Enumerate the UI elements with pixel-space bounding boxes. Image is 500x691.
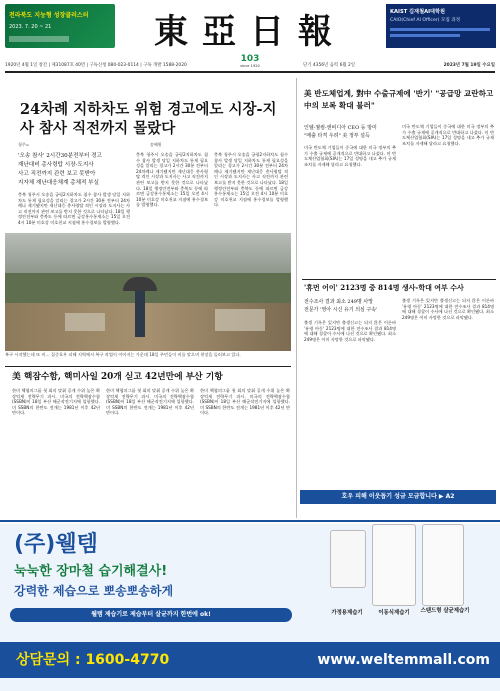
product-label: 스탠드형 살균제습기 [420,608,470,614]
logo-since: since 1920 [240,64,260,68]
right-top-subheads [304,124,396,140]
flood-photo[interactable] [5,233,291,351]
donation-banner-text: 호우 피해 이웃돕기 성금 모금합니다 ▶ A2 [341,493,455,500]
debris [65,313,105,331]
right-mid-subhead: 전수조사 결과 최소 249명 사망 [304,299,374,305]
dateline-right: 2023년 7월 19일 수요일 [443,63,495,68]
top-right-ad-title: KAIST 김재철AI대학원 [390,9,446,15]
lead-byline-left: 청주= [18,142,30,147]
right-mid-body-column: 출생 기록은 있지만 출생신고는 되지 않은 이른바 '유령 아동' 2123명에 대한 전수조사 결과 814명에 대해 경찰이 수사에 나선 것으로 확인됐다. 최소 249명은 이미 사망한 것으로 파악됐다. [402,298,494,320]
product-portable-dehumidifier[interactable] [372,524,416,606]
product-label: 가정용제습기 [331,610,363,616]
top-left-advertisement[interactable] [5,4,115,48]
lead-subhead: 재난대비 총사령탑 시장-도지사 [18,162,94,168]
weltem-advertisement[interactable] [0,524,500,691]
lead-body-column: 충북 청주시 오송읍 궁평2지하차도 침수 참사 발생 당일 지하차도 통제 필요성을 알리는 경고가 2시간 30분 전부터 24차례나 제기됐지만 재난대응 총사령탑 격인 시장과 도지사는 사고 직전까지 관련 보고를 받지 못한 것으로 나타났다. 18일 행정안전부와 충북도 등에 따르면 금강홍수통제소는 15일 오전 4시 10분 미호강 미호천교 지점에 홍수경보를 발령했다. [18,192,130,225]
ad-cta-pill [10,608,292,622]
right-top-subhead: "매출 타격 우려" 美 정부 설득 [304,133,370,139]
lead-body-column: 충북 청주시 오송읍 궁평2지하차도 침수 참사 발생 당일 지하차도 통제 필요성을 알리는 경고가 2시간 30분 전부터 24차례나 제기됐지만 재난대응 총사령탑 격인 시장과 도지사는 사고 직전까지 관련 보고를 받지 못한 것으로 나타났다. 18일 행정안전부와 충북도 등에 따르면 금강홍수통제소는 15일 오전 4시 10분 미호강 미호천교 지점에 홍수경보를 발령했다. [136,152,208,208]
lead-subhead: '오송 참사' 2시간30분전부터 경고 [18,153,102,159]
column-divider [296,78,297,518]
right-top-body-column: 미국 반도체 기업들이 중국에 대한 미국 정부의 추가 수출 규제에 공개적으로 반대하고 나섰다. 미 반도체산업협회(SIA)는 17일 성명을 내고 추가 규제 조치를 자제해 달라고 요청했다. [402,124,494,146]
right-mid-subhead: 전문가 '영아 시신 유기 의심 구속' [304,307,378,313]
ad-top-rule [0,520,500,522]
ad-footer-bar [0,642,500,678]
top-left-ad-title: 전라북도 지능형 성장클러스터 [9,12,89,19]
second-body-column: 한미 핵협의그룹 첫 회의 맞춰 공개 수위 높은 확장억제 전략무기 과시. 미국의 전략핵잠수함(SSBN)이 18일 부산 해군작전기지에 입항했다. 미 SSBN의 한반도 전개는 1981년 이후 42년 만이다. [106,388,194,416]
right-mid-subheads [304,298,396,314]
person-figure [135,291,145,337]
dateline-bar [5,62,495,70]
header-rule [5,71,495,73]
lead-headline[interactable]: 24차례 지하차도 위험 경고에도 시장-지사 참사 직전까지 몰랐다 [20,101,277,137]
lead-subhead: 사고 직전까지 관련 보고 못받아 [18,171,96,177]
lead-subheads [18,152,130,188]
right-top-headline[interactable]: 美 반도체업계, 對中 수출규제에 '반기' "공급망 교란하고 中의 보복 확대 불러" [304,89,494,110]
section-rule [302,279,496,280]
dateline-mid: 단기 4356년 음력 6월 2일 [303,63,356,68]
donation-banner[interactable] [300,490,496,504]
ad-phone[interactable]: 상담문의 : 1600-4770 [16,652,170,668]
second-headline[interactable]: 美 핵잠수함, 핵미사일 20개 싣고 42년만에 부산 기항 [12,372,223,382]
ad-subline: 강력한 제습으로 뽀송뽀송하게 [14,584,174,598]
top-right-ad-line [390,28,490,31]
product-stand-dehumidifier[interactable] [422,524,464,606]
lead-byline-right: 송혜원 [150,142,162,147]
ad-website[interactable]: www.weltemmall.com [317,652,490,668]
dateline-left: 1920년 4월 1일 창간 | 제31087호 40면 | 구독신청 080-023-0114 | 구독 개발 1588-2020 [5,63,187,68]
top-right-ad-subtitle: CAIO(Chief AI Officer) 모집 과정 [390,18,461,23]
right-top-body-column: 미국 반도체 기업들이 중국에 대한 미국 정부의 추가 수출 규제에 공개적으로 반대하고 나섰다. 미 반도체산업협회(SIA)는 17일 성명을 내고 추가 규제 조치를 자제해 달라고 요청했다. [304,145,396,167]
product-home-dehumidifier[interactable] [330,530,366,588]
top-right-ad-line [390,34,460,37]
ad-tagline: 눅눅한 장마철 습기해결사! [14,564,168,579]
right-mid-body-column: 출생 기록은 있지만 출생신고는 되지 않은 이른바 '유령 아동' 2123명에 대한 전수조사 결과 814명에 대해 경찰이 수사에 나선 것으로 확인됐다. 최소 249명은 이미 사망한 것으로 파악됐다. [304,320,396,342]
newspaper-masthead[interactable]: 東亞日報 [154,12,346,52]
top-right-advertisement[interactable] [386,4,496,48]
logo-number: 103 [240,54,260,64]
debris [215,309,265,331]
ad-company-name: (주)웰템 [14,532,98,557]
right-mid-headline[interactable]: '휴먼 어이' 2123명 중 814명 생사-학대 여부 수사 [304,283,464,292]
photo-caption: 복구 시작했는데 또 비… 집중호우 피해 지역에서 복구 작업이 이어지는 가운데 18일 주민들이 비를 맞으며 현장을 둘러보고 있다. [5,352,241,357]
ad-cta-text: 웰템 제습기로 제습부터 살균까지 한번에 ok! [91,611,211,618]
photo-sky [5,233,291,273]
second-body-column: 한미 핵협의그룹 첫 회의 맞춰 공개 수위 높은 확장억제 전략무기 과시. 미국의 전략핵잠수함(SSBN)이 18일 부산 해군작전기지에 입항했다. 미 SSBN의 한반도 전개는 1981년 이후 42년 만이다. [12,388,100,416]
lead-subhead: 지자체 재난대응체계 총체적 부실 [18,180,99,186]
top-left-ad-strip [9,36,69,42]
right-top-subhead: 인텔-퀄컴-엔비디아 CEO 등 방미 [304,125,377,131]
product-label: 이동식제습기 [378,610,410,616]
section-rule [5,366,291,367]
top-left-ad-date: 2023. 7. 20 ~ 21 [9,24,52,30]
second-body-column: 한미 핵협의그룹 첫 회의 맞춰 공개 수위 높은 확장억제 전략무기 과시. 미국의 전략핵잠수함(SSBN)이 18일 부산 해군작전기지에 입항했다. 미 SSBN의 한반도 전개는 1981년 이후 42년 만이다. [200,388,290,416]
lead-body-column: 충북 청주시 오송읍 궁평2지하차도 침수 참사 발생 당일 지하차도 통제 필요성을 알리는 경고가 2시간 30분 전부터 24차례나 제기됐지만 재난대응 총사령탑 격인 시장과 도지사는 사고 직전까지 관련 보고를 받지 못한 것으로 나타났다. 18일 행정안전부와 충북도 등에 따르면 금강홍수통제소는 15일 오전 4시 10분 미호강 미호천교 지점에 홍수경보를 발령했다. [214,152,288,208]
